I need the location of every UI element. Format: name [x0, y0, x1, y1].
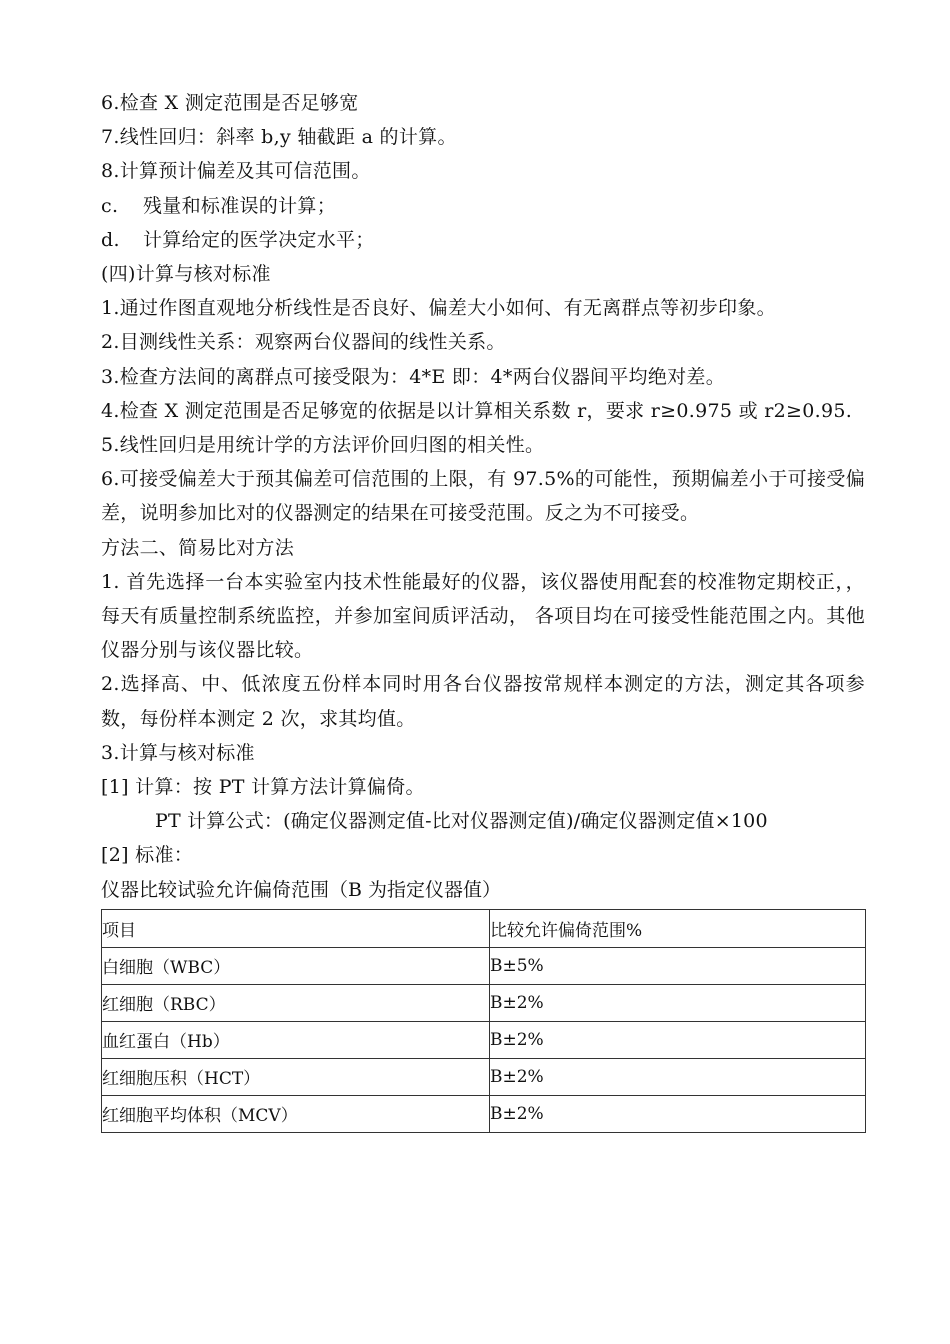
method2-item: 1. 首先选择一台本实验室内技术性能最好的仪器，该仪器使用配套的校准物定期校正，，每天有质量控制系统监控，并参加室间质评活动， 各项目均在可接受性能范围之内。其他仪器分别与该仪器比较。 [101, 570, 865, 662]
calc-label: [1] 计算：按 PT 计算方法计算偏倚。 [101, 776, 425, 799]
section4-item: 4.检查 X 测定范围是否足够宽的依据是以计算相关系数 r，要求 r≥0.975 或 r2≥0.95. [101, 399, 853, 422]
table-row [102, 1021, 866, 1058]
table-row [102, 1095, 866, 1132]
section4-item: 1.通过作图直观地分析线性是否良好、偏差大小如何、有无离群点等初步印象。 [101, 297, 776, 320]
document-body [101, 86, 865, 1133]
method-heading: 方法二、简易比对方法 [101, 536, 295, 559]
section4-item: 3.检查方法间的离群点可接受限为：4*E 即：4*两台仪器间平均绝对差。 [101, 365, 726, 388]
table-header-cell: 比较允许偏倚范围% [490, 909, 866, 947]
table-row [102, 947, 866, 984]
table-caption: 仪器比较试验允许偏倚范围（B 为指定仪器值） [101, 878, 502, 901]
sub-item-marker: c. [101, 194, 119, 217]
text-line: 8.计算预计偏差及其可信范围。 [101, 160, 371, 183]
formula: PT 计算公式：(确定仪器测定值-比对仪器测定值)/确定仪器测定值×100 [155, 810, 768, 833]
table-header-cell: 项目 [102, 909, 490, 947]
table-cell-item: 红细胞压积（HCT） [102, 1058, 490, 1095]
section-heading: (四)计算与核对标准 [101, 263, 271, 286]
table-cell-range: B±2% [490, 984, 866, 1021]
sub-item-marker: d. [101, 228, 120, 251]
sub-item-d [101, 223, 865, 257]
text-line: 7.线性回归：斜率 b,y 轴截距 a 的计算。 [101, 126, 457, 149]
standard-label: [2] 标准： [101, 844, 194, 867]
method2-item: 3.计算与核对标准 [101, 741, 255, 764]
table-cell-item: 血红蛋白（Hb） [102, 1021, 490, 1058]
bias-range-table [101, 909, 866, 1133]
sub-item-c [101, 189, 865, 223]
table-row [102, 1058, 866, 1095]
table-cell-range: B±2% [490, 1095, 866, 1132]
table-header-row [102, 909, 866, 947]
sub-item-text: 残量和标准误的计算； [143, 194, 337, 217]
table-cell-item: 红细胞平均体积（MCV） [102, 1095, 490, 1132]
table-cell-item: 白细胞（WBC） [102, 947, 490, 984]
table-cell-range: B±2% [490, 1058, 866, 1095]
section4-item: 5.线性回归是用统计学的方法评价回归图的相关性。 [101, 434, 545, 457]
section4-item: 2.目测线性关系：观察两台仪器间的线性关系。 [101, 331, 506, 354]
text-line: 6.检查 X 测定范围是否足够宽 [101, 92, 359, 114]
sub-item-text: 计算给定的医学决定水平； [143, 228, 375, 251]
method2-item: 2.选择高、中、低浓度五份样本同时用各台仪器按常规样本测定的方法，测定其各项参数，每份样本测定 2 次，求其均值。 [101, 673, 865, 730]
table-cell-range: B±2% [490, 1021, 866, 1058]
table-cell-range: B±5% [490, 947, 866, 984]
section4-item: 6.可接受偏差大于预其偏差可信范围的上限，有 97.5%的可能性，预期偏差小于可接受偏差，说明参加比对的仪器测定的结果在可接受范围。反之为不可接受。 [101, 468, 865, 525]
table-row [102, 984, 866, 1021]
table-cell-item: 红细胞（RBC） [102, 984, 490, 1021]
